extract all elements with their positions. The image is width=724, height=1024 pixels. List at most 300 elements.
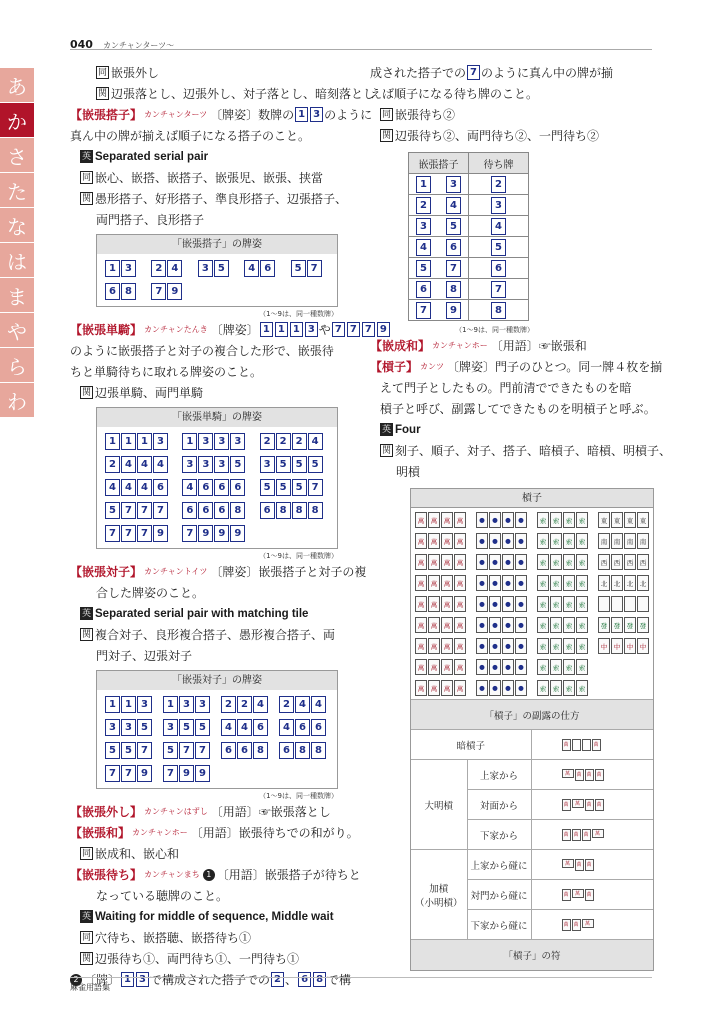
kantsu-set <box>598 575 649 592</box>
mahjong-tile: 索 <box>576 575 588 591</box>
mahjong-tile: 索 <box>537 659 549 675</box>
tile-group <box>105 433 174 450</box>
synonym-mark: 同 <box>81 848 91 859</box>
tile-group <box>279 719 329 736</box>
synonym-text: 穴待ち、嵌搭聴、嵌搭待ち① <box>95 930 252 945</box>
number-tile: 5 <box>230 456 245 473</box>
number-tile: 4 <box>237 719 252 736</box>
mahjong-tile <box>624 596 636 612</box>
kantsu-set <box>476 596 527 613</box>
number-tile: 8 <box>308 502 323 519</box>
mahjong-tile: 南 <box>637 533 649 549</box>
number-tile: 4 <box>153 456 168 473</box>
mahjong-tile: ● <box>476 617 488 633</box>
meld-label-line: （小明槓） <box>414 897 463 909</box>
mahjong-tile: ● <box>476 554 488 570</box>
mahjong-tile: ● <box>515 659 527 675</box>
entry-text-line <box>370 62 654 83</box>
mahjong-tile: 索 <box>563 617 575 633</box>
number-tile: 9 <box>230 525 245 542</box>
kantsu-set <box>598 512 649 529</box>
tile-group <box>163 765 213 782</box>
related-line <box>70 624 338 645</box>
english-term: Separated serial pair with matching tile <box>95 607 309 620</box>
mahjong-tile: 發 <box>624 617 636 633</box>
kantsu-set <box>415 554 466 571</box>
mahjong-tile: 萬 <box>454 575 466 591</box>
mahjong-tile: 萬 <box>441 680 453 696</box>
tab-ma[interactable]: ま <box>0 278 34 312</box>
tile-grid <box>97 427 337 548</box>
english-mark: 英 <box>81 911 91 922</box>
meld-sublabel: 下家から <box>467 820 531 850</box>
mahjong-tile: 萬 <box>415 617 427 633</box>
related-mark: 関 <box>97 88 107 99</box>
mahjong-tile: 萬 <box>415 638 427 654</box>
tile-group <box>105 742 155 759</box>
related-line <box>70 83 376 104</box>
synonym-mark: 同 <box>381 109 391 120</box>
meld-table <box>411 699 653 970</box>
entry-kanchan-toitsu <box>70 561 367 582</box>
number-tile: 6 <box>260 260 275 277</box>
tile: 萬 <box>572 799 584 808</box>
entry-reading: カンチャンターツ <box>144 109 208 119</box>
tile-group <box>105 525 174 542</box>
entry-text: 〔用語〕嵌張待ちでの和がり。 <box>190 825 359 840</box>
entry-kanchan-tatsu <box>70 104 373 125</box>
number-tile: 7 <box>121 765 136 782</box>
entry-kanchan-tanki <box>70 319 387 340</box>
tile: 萬 <box>592 739 601 751</box>
mahjong-tile: 萬 <box>454 554 466 570</box>
mahjong-tile: 索 <box>550 617 562 633</box>
tile-group <box>163 719 213 736</box>
mahjong-tile: 索 <box>550 659 562 675</box>
wait-tile-cell <box>469 216 529 237</box>
entry-text-line <box>370 377 654 398</box>
kantsu-set <box>537 659 588 676</box>
kantsu-set <box>476 617 527 634</box>
page-header <box>70 36 652 50</box>
entry-text: 〔牌〕 <box>84 972 121 987</box>
mahjong-tile: ● <box>502 554 514 570</box>
mahjong-tile: 南 <box>598 533 610 549</box>
kantsu-set <box>415 680 466 697</box>
number-tile: 7 <box>121 525 136 542</box>
kantsu-set <box>476 533 527 550</box>
synonym-mark: 同 <box>81 172 91 183</box>
mahjong-tile: 西 <box>598 554 610 570</box>
mahjong-tile: 索 <box>563 638 575 654</box>
entry-text-line <box>370 83 654 104</box>
kantsu-set <box>537 680 588 697</box>
number-tile: 8 <box>292 502 307 519</box>
tab-ra[interactable]: ら <box>0 348 34 382</box>
related-line-cont <box>70 209 338 230</box>
tab-sa[interactable]: さ <box>0 138 34 172</box>
mahjong-tile: ● <box>515 575 527 591</box>
number-tile: 3 <box>121 260 136 277</box>
mahjong-tile: 索 <box>550 575 562 591</box>
kantsu-set <box>598 533 649 550</box>
kantsu-set <box>537 617 588 634</box>
meld-tiles <box>531 730 653 760</box>
tatsu-cell <box>409 195 469 216</box>
mahjong-tile: ● <box>489 554 501 570</box>
entry-reading: カンチャンはずし <box>144 806 208 816</box>
kantsu-set <box>415 512 466 529</box>
tile: 萬 <box>562 799 571 811</box>
number-tile: 1 <box>121 696 136 713</box>
number-tile: 5 <box>163 742 178 759</box>
tile: 萬 <box>595 799 604 811</box>
wait-table-header: 待ち牌 <box>469 153 529 174</box>
number-tile: 6 <box>295 719 310 736</box>
tile-group <box>260 502 329 519</box>
meld-label-line: 加槓 <box>429 883 449 895</box>
entry-text-line <box>70 582 338 603</box>
tatsu-cell <box>409 300 469 321</box>
number-tile: 5 <box>121 742 136 759</box>
mahjong-tile: ● <box>515 638 527 654</box>
number-tile: 6 <box>446 239 461 256</box>
mahjong-tile: 萬 <box>454 512 466 528</box>
number-tile: 5 <box>214 260 229 277</box>
tile: 萬 <box>562 919 571 931</box>
number-tile: 5 <box>276 456 291 473</box>
tile-group <box>409 281 468 298</box>
mahjong-tile: 索 <box>576 617 588 633</box>
number-tile: 4 <box>121 479 136 496</box>
entry-term: 【槓子】 <box>370 359 419 374</box>
number-tile: 6 <box>230 479 245 496</box>
mahjong-tile: ● <box>515 533 527 549</box>
mahjong-tile: 索 <box>563 575 575 591</box>
number-tile: 9 <box>446 302 461 319</box>
related-mark: 関 <box>81 953 91 964</box>
tile: 萬 <box>585 799 594 811</box>
mahjong-tile: ● <box>502 533 514 549</box>
tile-group <box>409 260 468 277</box>
box-title: 「嵌張単騎」の牌姿 <box>97 408 337 427</box>
number-tile: 6 <box>198 502 213 519</box>
entry-term: 【嵌張和】 <box>70 825 131 840</box>
mahjong-tile: 萬 <box>428 596 440 612</box>
tile-group <box>182 479 251 496</box>
mahjong-tile: 萬 <box>428 512 440 528</box>
mahjong-tile: 萬 <box>415 659 427 675</box>
number-tile: 4 <box>167 260 182 277</box>
mahjong-tile: 萬 <box>428 680 440 696</box>
tile-pattern-box <box>96 234 338 307</box>
number-tile: 7 <box>137 742 152 759</box>
mahjong-tile: 索 <box>550 596 562 612</box>
kantsu-tile-grid <box>411 508 653 699</box>
entry-text: や <box>318 322 331 337</box>
tab-wa[interactable]: わ <box>0 383 34 417</box>
tile-group <box>291 260 329 277</box>
tile-group <box>182 502 251 519</box>
synonym-line <box>70 167 338 188</box>
tab-ka[interactable]: か <box>0 103 34 137</box>
mahjong-tile: 萬 <box>441 533 453 549</box>
tile-pattern-box <box>96 670 338 789</box>
number-tile: 3 <box>105 719 120 736</box>
number-tile: 4 <box>279 719 294 736</box>
meld-sublabel: 対門から碰に <box>467 880 531 910</box>
number-tile: 6 <box>182 502 197 519</box>
tile: 萬 <box>562 859 574 868</box>
entry-term: 【嵌張搭子】 <box>70 107 143 122</box>
entry-text: 〔牌姿〕嵌張搭子と対子の複 <box>210 564 367 579</box>
number-tile: 3 <box>121 719 136 736</box>
wait-tile-cell <box>469 279 529 300</box>
number-tile: 2 <box>221 696 236 713</box>
mahjong-tile: ● <box>489 680 501 696</box>
mahjong-tile: 索 <box>537 554 549 570</box>
synonym-line <box>370 104 654 125</box>
kantsu-set <box>598 554 649 571</box>
entry-text: えて門子としたもの。門前清でできたものを暗 <box>380 380 632 395</box>
mahjong-tile: 索 <box>537 533 549 549</box>
number-tile: 5 <box>137 719 152 736</box>
mahjong-tile: 東 <box>637 512 649 528</box>
mahjong-tile: ● <box>502 596 514 612</box>
number-tile: 2 <box>260 433 275 450</box>
mahjong-tile: 中 <box>637 638 649 654</box>
tile-back <box>582 739 591 751</box>
mahjong-tile: 中 <box>624 638 636 654</box>
box-title: 「嵌張対子」の牌姿 <box>97 671 337 690</box>
english-line <box>70 906 338 927</box>
mahjong-tile: 萬 <box>428 659 440 675</box>
kantsu-column <box>476 512 527 697</box>
tile-number: 7 <box>332 322 345 337</box>
mahjong-tile: ● <box>476 596 488 612</box>
number-tile: 6 <box>253 719 268 736</box>
number-tile: 3 <box>446 176 461 193</box>
tile-group <box>182 525 251 542</box>
number-tile: 3 <box>491 197 506 214</box>
related-text: 両門搭子、良形搭子 <box>96 212 205 227</box>
tile: 萬 <box>562 889 571 901</box>
number-tile: 7 <box>416 302 431 319</box>
meld-tiles <box>531 760 653 790</box>
entry-text-line <box>70 125 338 146</box>
entry-text: えば順子になる待ち牌のこと。 <box>370 86 539 101</box>
tab-na[interactable]: な <box>0 208 34 242</box>
entry-text-line <box>370 398 654 419</box>
tile-group <box>105 765 155 782</box>
number-tile: 7 <box>151 283 166 300</box>
tile-group <box>163 742 213 759</box>
tile-grid <box>97 254 337 306</box>
kantsu-box <box>410 488 654 971</box>
number-tile: 3 <box>179 696 194 713</box>
tile-group <box>182 433 251 450</box>
number-tile: 4 <box>295 696 310 713</box>
number-tile: 1 <box>182 433 197 450</box>
kantsu-set <box>537 554 588 571</box>
kantsu-set <box>537 533 588 550</box>
mahjong-tile: 萬 <box>454 596 466 612</box>
entry-text: なっている聴牌のこと。 <box>96 888 229 903</box>
related-line <box>370 125 654 146</box>
entry-text: 〔用語〕嵌張搭子が待ちと <box>216 867 361 882</box>
entry-text: 〔牌姿〕数牌の <box>210 107 295 122</box>
wait-tile-cell <box>469 300 529 321</box>
tile-number: 1 <box>121 972 134 987</box>
tile-group <box>409 302 468 319</box>
meld-table-footer: 「槓子」の符 <box>411 940 653 970</box>
tile-number: 2 <box>271 972 284 987</box>
wait-tile-cell <box>469 258 529 279</box>
tile: 萬 <box>582 919 594 928</box>
sense-number: 2 <box>70 974 82 986</box>
tatsu-cell <box>409 279 469 300</box>
wait-tile-cell <box>469 195 529 216</box>
tile-number: 1 <box>275 322 288 337</box>
mahjong-tile: ● <box>502 617 514 633</box>
tile-number: 9 <box>377 322 390 337</box>
related-text: 門対子、辺張対子 <box>96 648 193 663</box>
number-tile: 7 <box>179 742 194 759</box>
mahjong-tile: 索 <box>576 638 588 654</box>
page-number: 040 <box>70 38 93 51</box>
wait-table <box>408 152 529 321</box>
number-tile: 2 <box>279 696 294 713</box>
meld-sublabel: 対面から <box>467 790 531 820</box>
number-tile: 3 <box>195 696 210 713</box>
kantsu-set <box>415 617 466 634</box>
number-tile: 3 <box>182 456 197 473</box>
number-tile: 1 <box>105 696 120 713</box>
number-tile: 9 <box>179 765 194 782</box>
number-tile: 6 <box>279 742 294 759</box>
entry-term: 【嵌張対子】 <box>70 564 143 579</box>
kantsu-column-honors <box>598 512 649 697</box>
related-mark: 関 <box>81 629 91 640</box>
meld-sublabel: 下家から碰に <box>467 910 531 940</box>
tile-group <box>409 218 468 235</box>
mahjong-tile: 索 <box>563 512 575 528</box>
mahjong-tile: ● <box>515 554 527 570</box>
entry-text: で構成された搭子での <box>150 972 271 987</box>
tile-group <box>221 719 271 736</box>
tile: 萬 <box>585 859 594 871</box>
number-tile: 8 <box>276 502 291 519</box>
tab-ta[interactable]: た <box>0 173 34 207</box>
number-tile: 6 <box>260 502 275 519</box>
number-tile: 7 <box>308 479 323 496</box>
tile-back <box>572 739 581 751</box>
mahjong-tile: 索 <box>537 680 549 696</box>
mahjong-tile: 萬 <box>415 680 427 696</box>
mahjong-tile: 萬 <box>415 533 427 549</box>
number-tile: 7 <box>491 281 506 298</box>
number-tile: 4 <box>137 456 152 473</box>
mahjong-tile: 索 <box>576 512 588 528</box>
kantsu-set <box>537 575 588 592</box>
wait-table-row <box>409 195 529 216</box>
sense-number: 1 <box>203 869 215 881</box>
mahjong-tile: 萬 <box>454 659 466 675</box>
synonym-line <box>70 62 338 83</box>
mahjong-tile: 索 <box>563 596 575 612</box>
synonym-text: 嵌張待ち② <box>395 107 456 122</box>
synonym-mark: 同 <box>97 67 107 78</box>
mahjong-tile: 北 <box>624 575 636 591</box>
tile-number: 1 <box>295 107 308 122</box>
entry-reading: カンチャンホー <box>132 827 188 837</box>
number-tile: 8 <box>121 283 136 300</box>
tile-number: 3 <box>305 322 318 337</box>
tile-number: 3 <box>310 107 323 122</box>
related-line <box>70 948 338 969</box>
tile-group <box>182 456 251 473</box>
related-line-cont <box>370 461 654 482</box>
number-tile: 3 <box>137 696 152 713</box>
tile: 萬 <box>592 829 604 838</box>
mahjong-tile: ● <box>489 575 501 591</box>
tile-pattern-box <box>96 407 338 549</box>
number-tile: 6 <box>214 502 229 519</box>
tile: 萬 <box>572 829 581 841</box>
entry-reading: カンチャンたんき <box>144 324 208 334</box>
number-tile: 4 <box>253 696 268 713</box>
synonym-mark: 同 <box>81 932 91 943</box>
mahjong-tile: 西 <box>611 554 623 570</box>
number-tile: 9 <box>195 765 210 782</box>
tatsu-cell <box>409 174 469 195</box>
entry-term: 【嵌張単騎】 <box>70 322 143 337</box>
number-tile: 5 <box>416 260 431 277</box>
tile-group <box>198 260 236 277</box>
entry-text-line <box>70 361 338 382</box>
number-tile: 4 <box>221 719 236 736</box>
meld-sublabel: 上家から <box>467 760 531 790</box>
number-tile: 6 <box>237 742 252 759</box>
number-tile: 1 <box>121 433 136 450</box>
number-tile: 3 <box>214 433 229 450</box>
mahjong-tile: 萬 <box>454 638 466 654</box>
box-note: （1〜9は、同一種数牌） <box>259 552 338 560</box>
mahjong-tile: ● <box>489 533 501 549</box>
kantsu-set <box>415 659 466 676</box>
mahjong-tile: 索 <box>563 659 575 675</box>
tile: 萬 <box>572 889 584 898</box>
mahjong-tile: ● <box>476 659 488 675</box>
tab-ya[interactable]: や <box>0 313 34 347</box>
entry-text: 合した牌姿のこと。 <box>96 585 205 600</box>
number-tile: 4 <box>416 239 431 256</box>
number-tile: 6 <box>491 260 506 277</box>
tile-group <box>105 696 155 713</box>
entry-reading: カンツ <box>420 361 445 371</box>
related-line <box>70 382 338 403</box>
mahjong-tile: 東 <box>624 512 636 528</box>
tab-a[interactable]: あ <box>0 68 34 102</box>
related-text: 辺張落とし、辺張外し、対子落とし、暗刻落とし <box>111 86 376 101</box>
mahjong-tile: ● <box>476 533 488 549</box>
mahjong-tile: ● <box>515 617 527 633</box>
number-tile: 6 <box>221 742 236 759</box>
tab-ha[interactable]: は <box>0 243 34 277</box>
kantsu-set <box>537 512 588 529</box>
number-tile: 4 <box>244 260 259 277</box>
mahjong-tile: 中 <box>598 638 610 654</box>
